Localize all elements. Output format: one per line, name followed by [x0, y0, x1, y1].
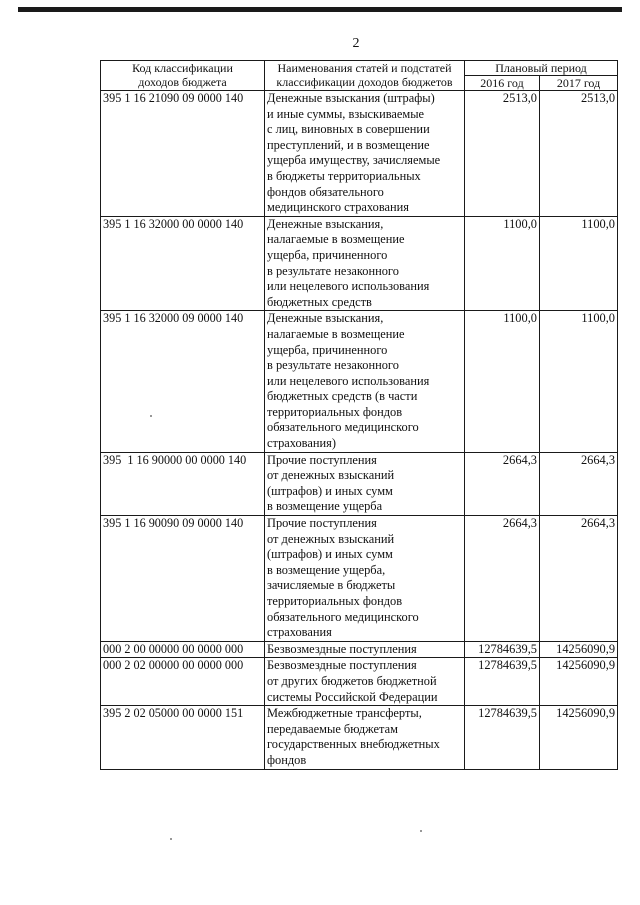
row-value-2017: 14256090,9 [540, 658, 618, 706]
row-code: 000 2 00 00000 00 0000 000 [101, 641, 265, 658]
row-value-2017: 14256090,9 [540, 641, 618, 658]
table-row [101, 706, 618, 769]
row-code: 395 1 16 90090 09 0000 140 [101, 516, 265, 642]
row-code: 395 1 16 32000 09 0000 140 [101, 311, 265, 452]
table-row [101, 641, 618, 658]
row-value-2016: 12784639,5 [465, 641, 540, 658]
row-name: Прочие поступления от денежных взысканий (штрафов) и иных сумм в возмещение ущерба, зачисляемые в бюджеты территориальных фондов обязательного медицинского страхования [265, 516, 465, 642]
row-name: Безвозмездные поступления от других бюджетов бюджетной системы Российской Федерации [265, 658, 465, 706]
row-name: Межбюджетные трансферты, передаваемые бюджетам государственных внебюджетных фондов [265, 706, 465, 769]
row-value-2016: 12784639,5 [465, 706, 540, 769]
row-value-2017: 14256090,9 [540, 706, 618, 769]
row-code: 395 1 16 32000 00 0000 140 [101, 216, 265, 311]
row-code: 395 1 16 90000 00 0000 140 [101, 452, 265, 515]
header-name: Наименования статей и подстатей классификации доходов бюджетов [265, 61, 465, 91]
header-year-2017: 2017 год [540, 76, 618, 91]
row-value-2017: 1100,0 [540, 311, 618, 452]
row-code: 000 2 02 00000 00 0000 000 [101, 658, 265, 706]
row-value-2017: 2664,3 [540, 452, 618, 515]
row-value-2017: 1100,0 [540, 216, 618, 311]
scan-speck [170, 838, 172, 840]
table-row [101, 452, 618, 515]
row-name: Прочие поступления от денежных взысканий (штрафов) и иных сумм в возмещение ущерба [265, 452, 465, 515]
row-value-2016: 2664,3 [465, 516, 540, 642]
row-value-2016: 1100,0 [465, 311, 540, 452]
header-code: Код классификации доходов бюджета [101, 61, 265, 91]
row-code: 395 1 16 21090 09 0000 140 [101, 91, 265, 217]
row-value-2016: 1100,0 [465, 216, 540, 311]
row-value-2016: 2513,0 [465, 91, 540, 217]
table-row [101, 311, 618, 452]
scan-speck [420, 830, 422, 832]
row-value-2017: 2513,0 [540, 91, 618, 217]
row-value-2016: 2664,3 [465, 452, 540, 515]
table-row [101, 91, 618, 217]
header-planned-period: Плановый период [465, 61, 618, 76]
row-name: Денежные взыскания (штрафы) и иные суммы, взыскиваемые с лиц, виновных в совершении преступлений, и в возмещение ущерба имуществу, зачисляемые в бюджеты территориальных фондов обязательного медицинского страхования [265, 91, 465, 217]
header-year-2016: 2016 год [465, 76, 540, 91]
table-row [101, 658, 618, 706]
row-name: Безвозмездные поступления [265, 641, 465, 658]
row-name: Денежные взыскания, налагаемые в возмещение ущерба, причиненного в результате незаконного или нецелевого использования бюджетных средств (в части территориальных фондов обязательного медицинского страхования) [265, 311, 465, 452]
page-number: 2 [352, 36, 360, 51]
row-code: 395 2 02 05000 00 0000 151 [101, 706, 265, 769]
row-value-2016: 12784639,5 [465, 658, 540, 706]
scan-speck [150, 415, 152, 417]
budget-revenue-table [100, 60, 618, 770]
table-row [101, 516, 618, 642]
row-name: Денежные взыскания, налагаемые в возмещение ущерба, причиненного в результате незаконного или нецелевого использования бюджетных средств [265, 216, 465, 311]
row-value-2017: 2664,3 [540, 516, 618, 642]
top-border-line [18, 7, 622, 12]
table-row [101, 216, 618, 311]
